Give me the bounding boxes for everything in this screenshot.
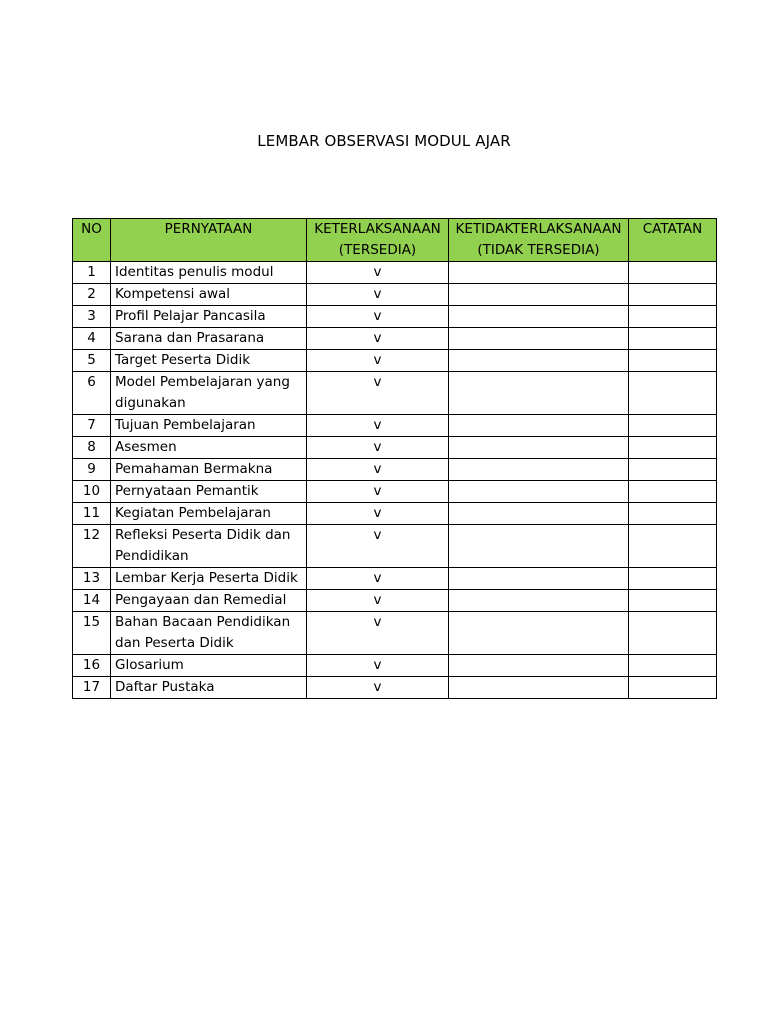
row-number: 16 — [73, 655, 111, 677]
row-notes — [629, 328, 717, 350]
row-statement: Model Pembelajaran yang digunakan — [111, 372, 307, 415]
row-statement: Pernyataan Pemantik — [111, 481, 307, 503]
table-row — [73, 612, 717, 655]
row-notes — [629, 568, 717, 590]
row-unavailable-check — [449, 568, 629, 590]
row-available-check: v — [307, 655, 449, 677]
row-number: 5 — [73, 350, 111, 372]
row-unavailable-check — [449, 284, 629, 306]
table-row — [73, 655, 717, 677]
row-statement: Glosarium — [111, 655, 307, 677]
row-statement: Sarana dan Prasarana — [111, 328, 307, 350]
row-available-check: v — [307, 350, 449, 372]
row-notes — [629, 677, 717, 699]
row-statement: Tujuan Pembelajaran — [111, 415, 307, 437]
row-available-check: v — [307, 612, 449, 655]
row-notes — [629, 262, 717, 284]
row-unavailable-check — [449, 677, 629, 699]
row-notes — [629, 481, 717, 503]
page-title: LEMBAR OBSERVASI MODUL AJAR — [257, 132, 511, 150]
row-available-check: v — [307, 481, 449, 503]
header-unavailable-line2: (TIDAK TERSEDIA) — [477, 242, 600, 258]
row-notes — [629, 415, 717, 437]
row-statement: Kompetensi awal — [111, 284, 307, 306]
row-statement: Daftar Pustaka — [111, 677, 307, 699]
table-row — [73, 677, 717, 699]
row-notes — [629, 525, 717, 568]
row-statement: Target Peserta Didik — [111, 350, 307, 372]
row-number: 13 — [73, 568, 111, 590]
row-notes — [629, 350, 717, 372]
row-available-check: v — [307, 677, 449, 699]
row-available-check: v — [307, 459, 449, 481]
row-unavailable-check — [449, 590, 629, 612]
header-available — [307, 219, 449, 262]
row-number: 15 — [73, 612, 111, 655]
table-row — [73, 437, 717, 459]
row-available-check: v — [307, 328, 449, 350]
row-notes — [629, 437, 717, 459]
table-row — [73, 415, 717, 437]
row-available-check: v — [307, 437, 449, 459]
row-unavailable-check — [449, 328, 629, 350]
row-unavailable-check — [449, 350, 629, 372]
row-number: 3 — [73, 306, 111, 328]
row-unavailable-check — [449, 306, 629, 328]
row-notes — [629, 306, 717, 328]
row-notes — [629, 459, 717, 481]
row-statement: Identitas penulis modul — [111, 262, 307, 284]
row-unavailable-check — [449, 372, 629, 415]
header-statement: PERNYATAAN — [111, 219, 307, 262]
row-number: 10 — [73, 481, 111, 503]
row-number: 9 — [73, 459, 111, 481]
row-number: 1 — [73, 262, 111, 284]
row-unavailable-check — [449, 415, 629, 437]
header-no: NO — [73, 219, 111, 262]
row-available-check: v — [307, 415, 449, 437]
table-row — [73, 350, 717, 372]
row-unavailable-check — [449, 459, 629, 481]
row-number: 6 — [73, 372, 111, 415]
header-row — [73, 219, 717, 262]
row-available-check: v — [307, 372, 449, 415]
row-statement: Refleksi Peserta Didik dan Pendidikan — [111, 525, 307, 568]
header-available-line1: KETERLAKSANAAN — [314, 221, 441, 237]
row-available-check: v — [307, 590, 449, 612]
row-number: 8 — [73, 437, 111, 459]
row-unavailable-check — [449, 655, 629, 677]
row-unavailable-check — [449, 503, 629, 525]
row-number: 14 — [73, 590, 111, 612]
table-row — [73, 525, 717, 568]
row-notes — [629, 372, 717, 415]
header-unavailable — [449, 219, 629, 262]
row-statement: Bahan Bacaan Pendidikan dan Peserta Didik — [111, 612, 307, 655]
table-row — [73, 262, 717, 284]
table-row — [73, 306, 717, 328]
table-row — [73, 284, 717, 306]
table-row — [73, 481, 717, 503]
row-statement: Pemahaman Bermakna — [111, 459, 307, 481]
row-statement: Pengayaan dan Remedial — [111, 590, 307, 612]
row-number: 7 — [73, 415, 111, 437]
row-number: 2 — [73, 284, 111, 306]
row-statement: Asesmen — [111, 437, 307, 459]
row-notes — [629, 503, 717, 525]
table-row — [73, 503, 717, 525]
table-row — [73, 568, 717, 590]
row-notes — [629, 284, 717, 306]
row-notes — [629, 612, 717, 655]
row-unavailable-check — [449, 481, 629, 503]
row-number: 11 — [73, 503, 111, 525]
observation-table — [72, 218, 717, 699]
row-available-check: v — [307, 568, 449, 590]
row-statement: Lembar Kerja Peserta Didik — [111, 568, 307, 590]
row-statement: Profil Pelajar Pancasila — [111, 306, 307, 328]
row-unavailable-check — [449, 262, 629, 284]
row-available-check: v — [307, 284, 449, 306]
header-notes: CATATAN — [629, 219, 717, 262]
row-available-check: v — [307, 503, 449, 525]
header-available-line2: (TERSEDIA) — [338, 242, 417, 258]
row-statement: Kegiatan Pembelajaran — [111, 503, 307, 525]
table-row — [73, 590, 717, 612]
row-notes — [629, 590, 717, 612]
table-header — [73, 219, 717, 262]
row-unavailable-check — [449, 525, 629, 568]
row-notes — [629, 655, 717, 677]
row-number: 17 — [73, 677, 111, 699]
row-available-check: v — [307, 306, 449, 328]
table-row — [73, 328, 717, 350]
table-row — [73, 459, 717, 481]
row-unavailable-check — [449, 437, 629, 459]
table-body — [73, 262, 717, 699]
row-available-check: v — [307, 525, 449, 568]
row-number: 4 — [73, 328, 111, 350]
row-available-check: v — [307, 262, 449, 284]
row-number: 12 — [73, 525, 111, 568]
table-row — [73, 372, 717, 415]
row-unavailable-check — [449, 612, 629, 655]
header-unavailable-line1: KETIDAKTERLAKSANAAN — [455, 221, 622, 237]
